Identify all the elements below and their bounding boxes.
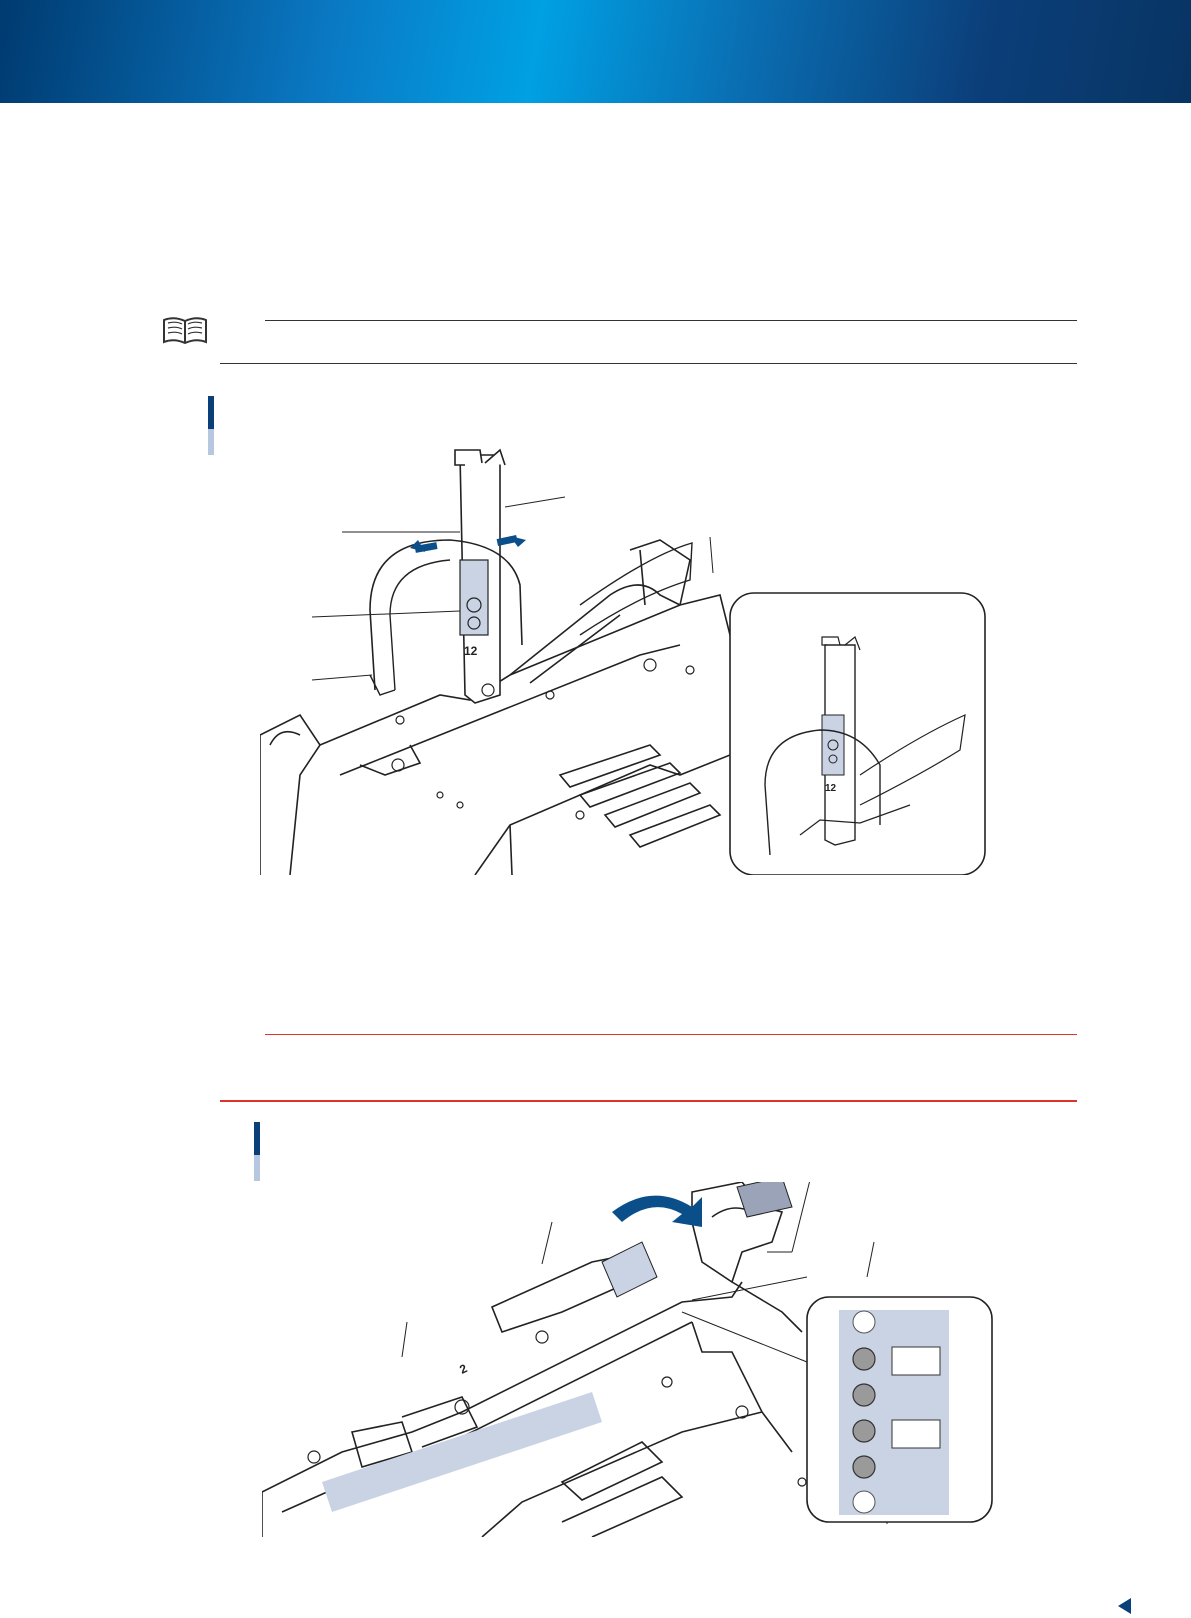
- status-led-icon: [853, 1384, 875, 1406]
- screw-holes: [392, 659, 694, 819]
- step-marker: [254, 1122, 260, 1181]
- header-band: [0, 0, 1191, 103]
- status-led-icon: [853, 1491, 875, 1513]
- tray-number-label: 12: [464, 644, 478, 658]
- figure-close-latch: [262, 1182, 1022, 1537]
- status-led-icon: [853, 1348, 875, 1370]
- led-strip-highlight: [602, 1242, 657, 1297]
- step-marker: [208, 396, 214, 455]
- led-indicator-inset: [807, 1297, 992, 1522]
- status-led-icon: [853, 1420, 875, 1442]
- previous-page-triangle-icon[interactable]: [1118, 1598, 1131, 1614]
- warning-bottom-rule: [220, 1100, 1077, 1102]
- tray-number-label: 2: [457, 1361, 470, 1377]
- status-led-icon: [853, 1311, 875, 1333]
- pull-tab-highlight: [322, 1392, 602, 1512]
- note-bottom-rule: [220, 363, 1077, 364]
- curved-arrow-icon: [612, 1196, 702, 1227]
- status-led-icon: [853, 1456, 875, 1478]
- open-book-icon: [160, 314, 210, 346]
- inset-detail: [730, 593, 985, 875]
- inset-tray-number-label: 12: [825, 783, 837, 794]
- figure-release-latch: [260, 445, 1020, 875]
- note-top-rule: [265, 320, 1077, 321]
- warning-top-rule: [265, 1034, 1077, 1035]
